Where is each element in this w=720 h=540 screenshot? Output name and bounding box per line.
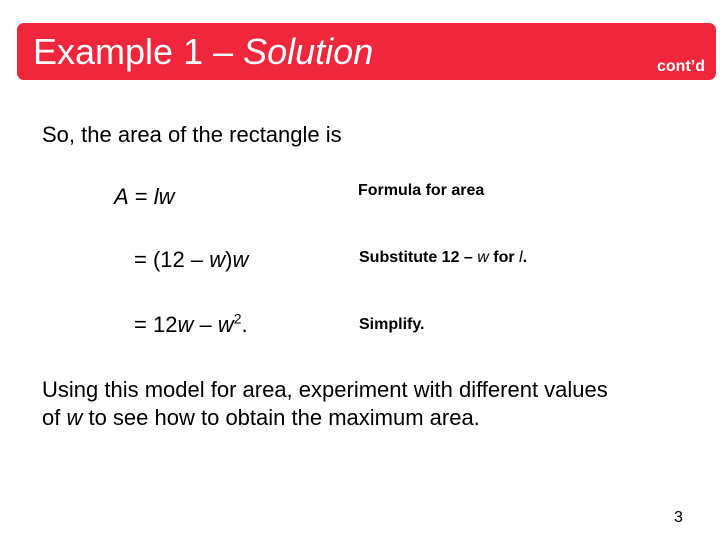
- eq3-suffix: .: [241, 312, 248, 337]
- eq1-lhs: A: [114, 184, 129, 209]
- eq2-var: w: [209, 247, 226, 272]
- eq1-rhs-a: l: [153, 184, 159, 209]
- closing-of: of: [42, 405, 67, 430]
- note2-var2: l: [519, 249, 523, 266]
- eq3-mid: –: [193, 312, 218, 337]
- intro-text: So, the area of the rectangle is: [42, 122, 342, 147]
- closing-rest: to see how to obtain the maximum area.: [82, 405, 480, 430]
- eq3-var2: w: [217, 312, 234, 337]
- closing-paragraph: [42, 376, 682, 432]
- slide-title: [33, 32, 373, 72]
- page-number: 3: [674, 509, 683, 526]
- eq2-var2: w: [232, 247, 249, 272]
- equation-2: [134, 247, 248, 273]
- eq3-exponent: 2: [233, 310, 242, 327]
- closing-line-1: Using this model for area, experiment with different values: [42, 377, 608, 402]
- eq1-rhs-b: w: [158, 184, 175, 209]
- eq3-var: w: [177, 312, 194, 337]
- eq2-prefix: = (12 –: [134, 247, 210, 272]
- note-simplify: Simplify.: [359, 316, 425, 333]
- continued-label: cont’d: [657, 58, 705, 75]
- eq2-suffix: ): [225, 247, 233, 272]
- title-banner: [17, 23, 716, 80]
- note2-suffix: .: [522, 249, 528, 266]
- note2-mid: for: [488, 249, 520, 266]
- closing-var: w: [66, 405, 83, 430]
- title-italic: Solution: [243, 31, 374, 72]
- note2-var: w: [477, 249, 489, 266]
- note2-prefix: Substitute 12 –: [359, 249, 478, 266]
- title-main: Example 1 –: [33, 31, 244, 72]
- equation-3: [134, 312, 248, 338]
- note-formula: Formula for area: [358, 182, 485, 199]
- note-substitute: [359, 248, 527, 268]
- eq3-prefix: = 12: [134, 312, 178, 337]
- eq1-rel: =: [128, 184, 154, 209]
- equation-1: [114, 184, 175, 210]
